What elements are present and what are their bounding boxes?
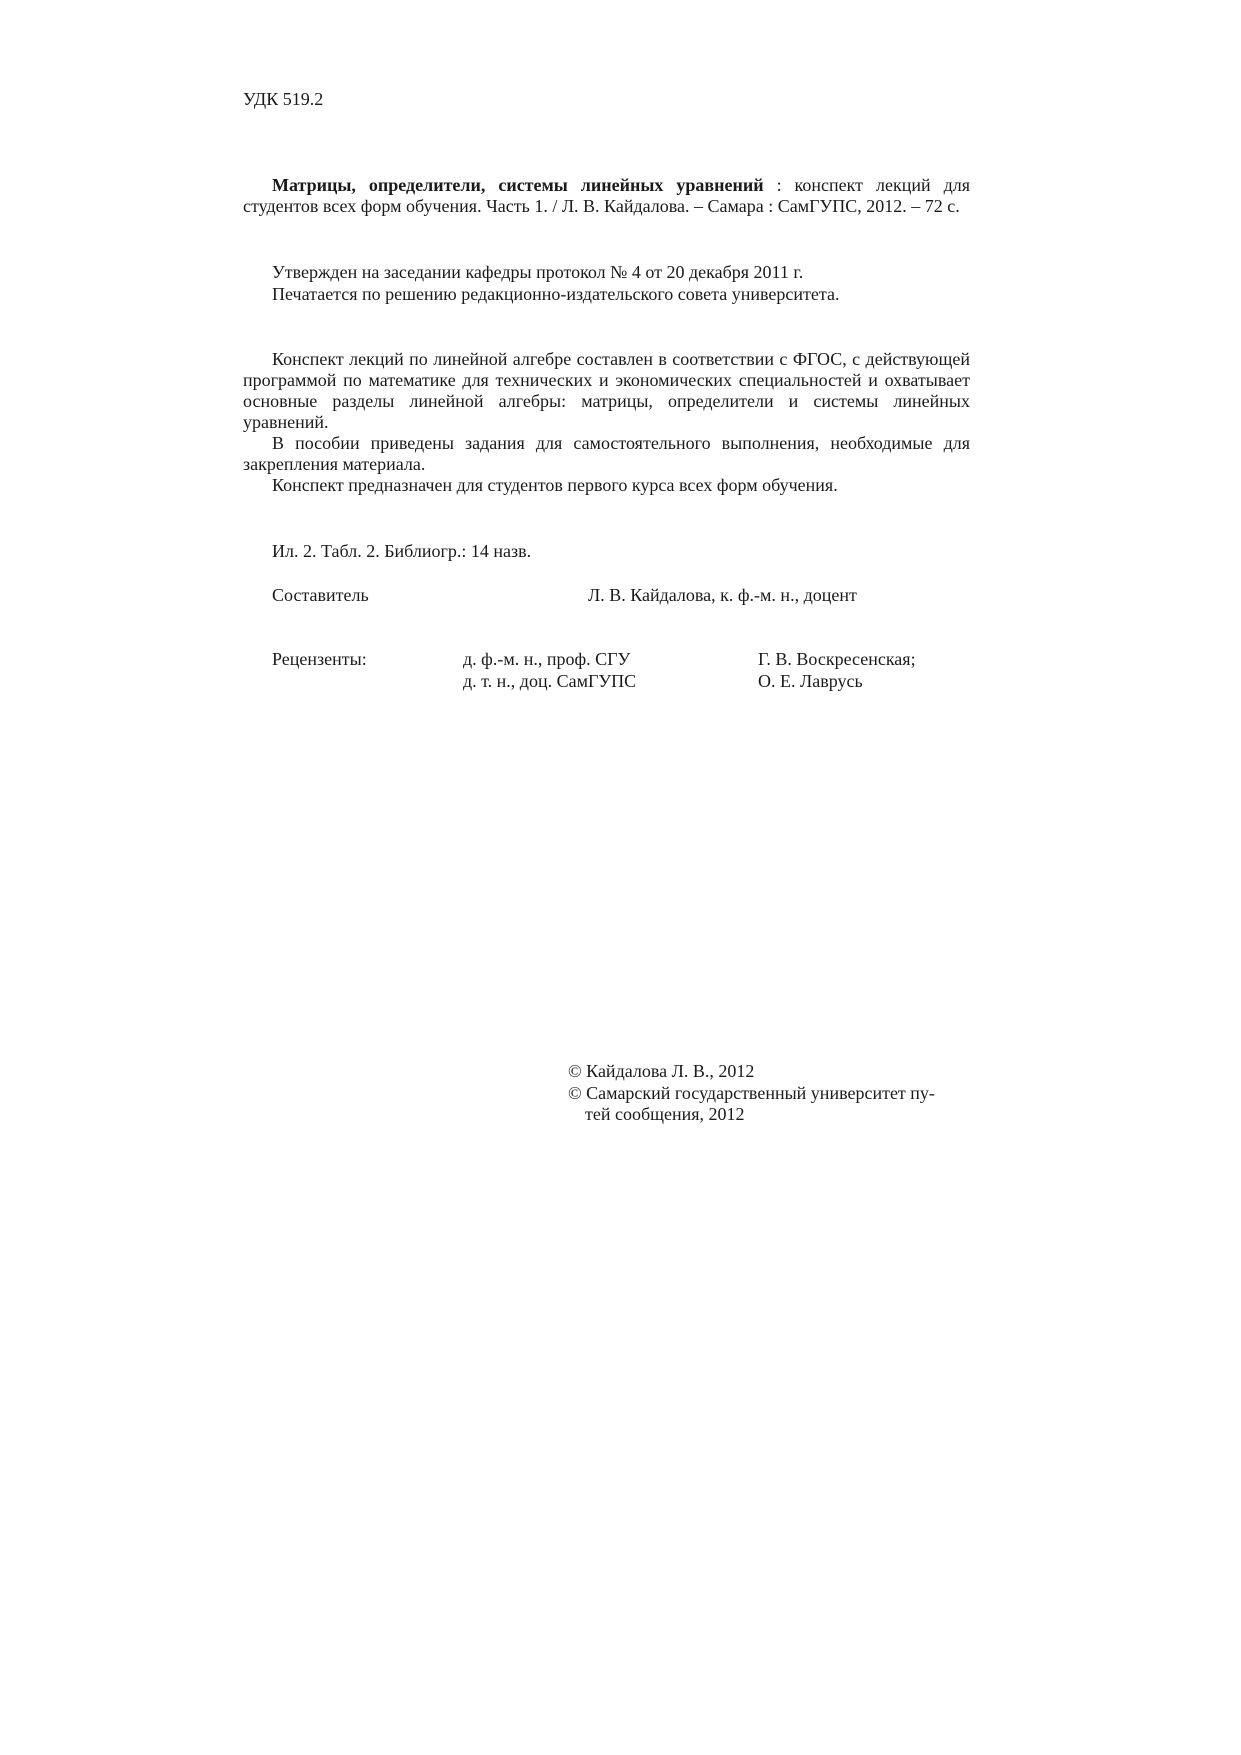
compiler-label: Составитель	[272, 585, 369, 605]
reviewers-label: Рецензенты:	[272, 649, 367, 669]
book-title: Матрицы, определители, системы линейных уравнений	[272, 175, 764, 195]
reviewer-position: д. ф.-м. н., проф. СГУ	[463, 649, 631, 669]
illustrations-info: Ил. 2. Табл. 2. Библиогр.: 14 назв.	[272, 541, 532, 561]
publication-decision: Печатается по решению редакционно-издательского совета университета.	[272, 284, 840, 304]
approval-protocol: Утвержден на заседании кафедры протокол № 4 от 20 декабря 2011 г.	[272, 262, 804, 282]
copyright-university: © Самарский государственный университет пу-	[568, 1083, 935, 1103]
reviewer-name: О. Е. Лаврусь	[758, 671, 863, 691]
bibliographic-details: : конспект лекций для студентов всех форм обучения. Часть 1. / Л. В. Кайдалова. – Самара : СамГУПС, 2012. – 72 с.	[243, 175, 970, 216]
abstract	[243, 349, 970, 496]
abstract-paragraph-2: В пособии приведены задания для самостоятельного выполнения, необходимые для закрепления материала.	[243, 433, 970, 474]
udk-code: УДК 519.2	[243, 89, 324, 109]
abstract-paragraph-3: Конспект предназначен для студентов первого курса всех форм обучения.	[272, 475, 838, 495]
bibliographic-description	[243, 175, 970, 217]
compiler-name: Л. В. Кайдалова, к. ф.-м. н., доцент	[588, 585, 857, 605]
reviewer-name: Г. В. Воскресенская;	[758, 649, 916, 669]
reviewer-position: д. т. н., доц. СамГУПС	[463, 671, 637, 691]
abstract-paragraph-1: Конспект лекций по линейной алгебре составлен в соответствии с ФГОС, с действующей программой по математике для технических и экономических специальностей и охватывает основные разделы линейной алгебры: матрицы, определители и системы линейных уравнений.	[243, 349, 970, 432]
copyright-university-continued: тей сообщения, 2012	[585, 1104, 745, 1124]
copyright-author: © Кайдалова Л. В., 2012	[568, 1061, 755, 1081]
